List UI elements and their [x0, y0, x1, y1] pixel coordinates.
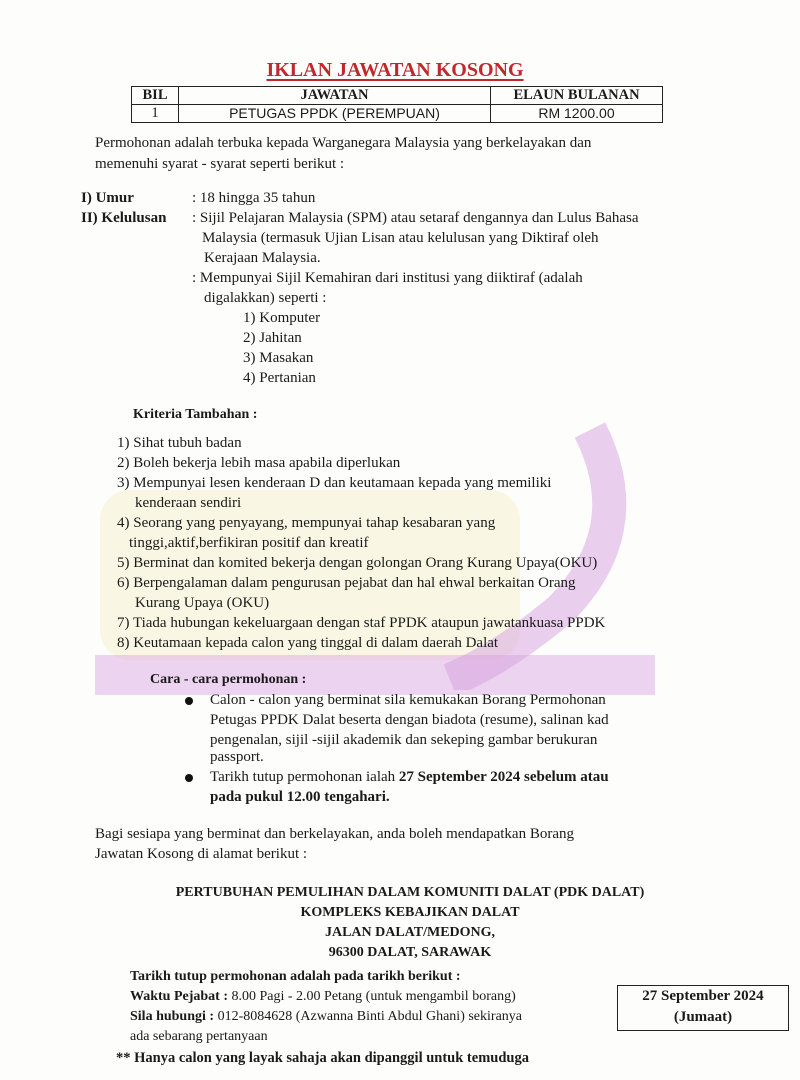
cara-line: passport.	[210, 749, 264, 765]
address-line: PERTUBUHAN PEMULIHAN DALAM KOMUNITI DALAT (PDK DALAT)	[175, 885, 645, 900]
closing-note: Tarikh tutup permohonan adalah pada tarikh berikut :	[130, 969, 461, 984]
cell-bil: 1	[132, 105, 179, 123]
kriteria-item: 6) Berpengalaman dalam pengurusan pejabat dan hal ehwal berkaitan Orang	[117, 575, 576, 591]
address-line: KOMPLEKS KEBAJIKAN DALAT	[300, 905, 520, 920]
skill-item: 3) Masakan	[243, 350, 314, 366]
col-elaun: ELAUN BULANAN	[491, 87, 663, 105]
contact-value: 012-8084628 (Azwanna Binti Abdul Ghani) sekiranya	[214, 1009, 523, 1024]
kelulusan-label: II) Kelulusan	[81, 210, 167, 226]
bullet-icon	[185, 697, 193, 705]
skill-item: 2) Jahitan	[243, 330, 302, 346]
skill-item: 1) Komputer	[243, 310, 321, 326]
cara-line	[210, 767, 609, 787]
cara-line: Calon - calon yang berminat sila kemukakan Borang Permohonan	[210, 692, 606, 708]
office-hours-label: Waktu Pejabat :	[130, 989, 228, 1004]
job-table	[131, 86, 663, 123]
office-hours	[130, 987, 516, 1007]
bagi-line: Bagi sesiapa yang berminat dan berkelayakan, anda boleh mendapatkan Borang	[95, 826, 574, 842]
kriteria-item: 8) Keutamaan kepada calon yang tinggal di dalam daerah Dalat	[117, 635, 499, 651]
closing-date-box	[617, 985, 789, 1031]
kriteria-item: 2) Boleh bekerja lebih masa apabila diperlukan	[117, 455, 401, 471]
kriteria-item: 1) Sihat tubuh badan	[117, 435, 242, 451]
kelulusan-line: Malaysia (termasuk Ujian Lisan atau kelulusan yang Diktiraf oleh	[202, 230, 599, 246]
address-line: 96300 DALAT, SARAWAK	[328, 945, 492, 960]
intro-line: Permohonan adalah terbuka kepada Warganegara Malaysia yang berkelayakan dan	[95, 135, 592, 151]
closing-day: (Jumaat)	[673, 1009, 733, 1025]
kriteria-item: kenderaan sendiri	[135, 495, 242, 511]
kriteria-item: 5) Berminat dan komited bekerja dengan golongan Orang Kurang Upaya(OKU)	[117, 555, 598, 571]
col-jawatan: JAWATAN	[179, 87, 491, 105]
page-title: IKLAN JAWATAN KOSONG	[266, 59, 524, 81]
kriteria-item: 4) Seorang yang penyayang, mempunyai tahap kesabaran yang	[117, 515, 496, 531]
closing-date-text: 27 September 2024 sebelum atau	[398, 769, 609, 785]
address-line: JALAN DALAT/MEDONG,	[324, 925, 496, 940]
kriteria-heading: Kriteria Tambahan :	[133, 407, 258, 422]
cara-text: Tarikh tutup permohonan ialah	[210, 769, 399, 785]
bullet-icon	[185, 774, 193, 782]
cell-elaun: RM 1200.00	[491, 105, 663, 123]
contact	[130, 1007, 522, 1027]
cara-line: Petugas PPDK Dalat beserta dengan biadota (resume), salinan kad	[210, 712, 609, 728]
office-hours-value: 8.00 Pagi - 2.00 Petang (untuk mengambil borang)	[228, 989, 516, 1004]
skill-item: 4) Pertanian	[243, 370, 316, 386]
interview-note: ** Hanya calon yang layak sahaja akan dipanggil untuk temuduga	[116, 1050, 529, 1066]
umur-value: : 18 hingga 35 tahun	[192, 190, 316, 206]
contact-label: Sila hubungi :	[130, 1009, 215, 1024]
table-row	[132, 105, 663, 123]
kelulusan-line: Kerajaan Malaysia.	[204, 250, 321, 266]
kriteria-item: tinggi,aktif,berfikiran positif dan kreatif	[129, 535, 369, 551]
intro-line: memenuhi syarat - syarat seperti berikut :	[95, 156, 345, 172]
kelulusan-line: : Sijil Pelajaran Malaysia (SPM) atau setaraf dengannya dan Lulus Bahasa	[192, 210, 639, 226]
cara-heading: Cara - cara permohonan :	[150, 672, 307, 687]
cara-line: pengenalan, sijil -sijil akademik dan sekeping gambar berukuran	[210, 732, 598, 748]
kelulusan-line: digalakkan) seperti :	[204, 290, 327, 306]
cara-line: pada pukul 12.00 tengahari.	[210, 789, 390, 805]
table-header-row	[132, 87, 663, 105]
kelulusan-line: : Mempunyai Sijil Kemahiran dari institusi yang diiktiraf (adalah	[192, 270, 583, 286]
cell-jawatan: PETUGAS PPDK (PEREMPUAN)	[179, 105, 491, 123]
kriteria-item: Kurang Upaya (OKU)	[135, 595, 270, 611]
umur-label: I) Umur	[81, 190, 134, 206]
contact-line: ada sebarang pertanyaan	[130, 1029, 268, 1044]
bagi-line: Jawatan Kosong di alamat berikut :	[95, 846, 308, 862]
col-bil: BIL	[132, 87, 179, 105]
kriteria-item: 3) Mempunyai lesen kenderaan D dan keutamaan kepada yang memiliki	[117, 475, 552, 491]
closing-date: 27 September 2024	[642, 988, 764, 1004]
kriteria-item: 7) Tiada hubungan kekeluargaan dengan staf PPDK ataupun jawatankuasa PPDK	[117, 615, 606, 631]
